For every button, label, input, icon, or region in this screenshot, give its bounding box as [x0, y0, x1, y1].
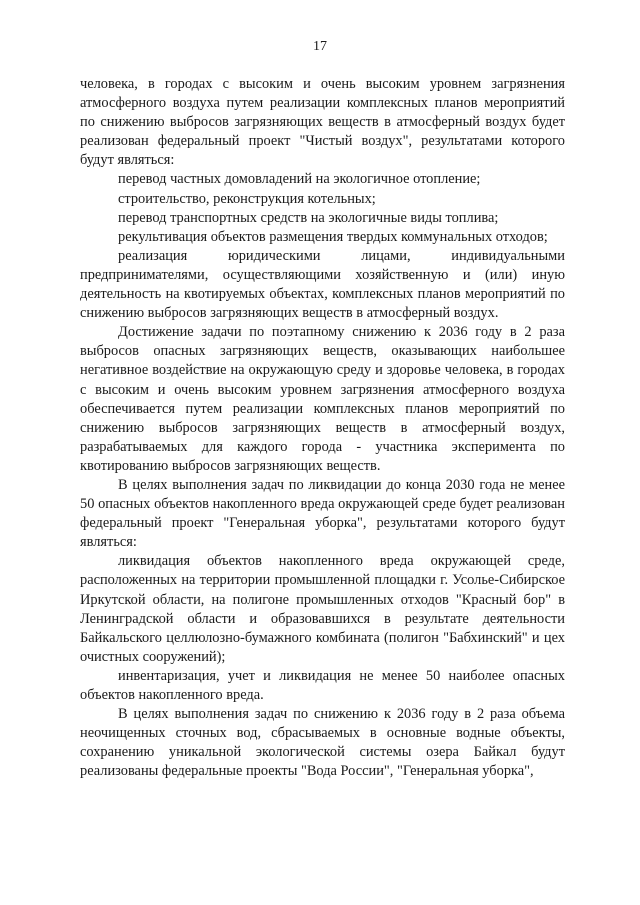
- paragraph-6: реализация юридическими лицами, индивидуальными предпринимателями, осуществляющими хозяйственную и (или) иную деятельность на квотируемых объектах, комплексных планов мероприятий по снижению выбросов загрязняющих веществ в атмосферный воздух.: [80, 247, 565, 322]
- paragraph-2: перевод частных домовладений на экологичное отопление;: [118, 171, 481, 188]
- paragraph-3: строительство, реконструкция котельных;: [118, 190, 376, 207]
- paragraph-1: человека, в городах с высоким и очень высоким уровнем загрязнения атмосферного воздуха путем реализации комплексных планов мероприятий по снижению выбросов загрязняющих веществ в атмосферный воздух будет реализован федеральный проект "Чистый воздух", результатами которого будут являться:: [80, 76, 565, 169]
- paragraph-8: В целях выполнения задач по ликвидации до конца 2030 года не менее 50 опасных объектов накопленного вреда окружающей среде будет реализован федеральный проект "Генеральная уборка", результатами которого будут являться:: [80, 476, 565, 551]
- paragraph-4: перевод транспортных средств на экологичные виды топлива;: [118, 209, 499, 226]
- paragraph-7: Достижение задачи по поэтапному снижению к 2036 году в 2 раза выбросов опасных загрязняющих веществ, оказывающих наибольшее негативное воздействие на окружающую среду и здоровье человека, в городах с высоким и очень высоким уровнем загрязнения атмосферного воздуха обеспечивается путем реализации комплексных планов мероприятий по снижению выбросов загрязняющих веществ в атмосферный воздух, разрабатываемых для каждого города - участника эксперимента по квотированию выбросов загрязняющих веществ.: [80, 324, 565, 474]
- paragraph-9: ликвидация объектов накопленного вреда окружающей среде, расположенных на территории промышленной площадки г. Усолье-Сибирское Иркутской области, на полигоне промышленных отходов "Красный бор" в Ленинградской области и образовавшихся в результате деятельности Байкальского целлюлозно-бумажного комбината (полигон "Бабхинский" и цех очистных сооружений);: [80, 553, 565, 665]
- paragraph-5: рекультивация объектов размещения твердых коммунальных отходов;: [118, 228, 548, 245]
- paragraph-10: инвентаризация, учет и ликвидация не менее 50 наиболее опасных объектов накопленного вреда.: [80, 667, 565, 703]
- body-text: [80, 75, 565, 781]
- page-number: 17: [313, 39, 327, 54]
- paragraph-11: В целях выполнения задач по снижению к 2036 году в 2 раза объема неочищенных сточных вод, сбрасываемых в основные водные объекты, сохранению уникальной экологической системы озера Байкал будут реализованы федеральные проекты "Вода России", "Генеральная уборка",: [80, 706, 565, 780]
